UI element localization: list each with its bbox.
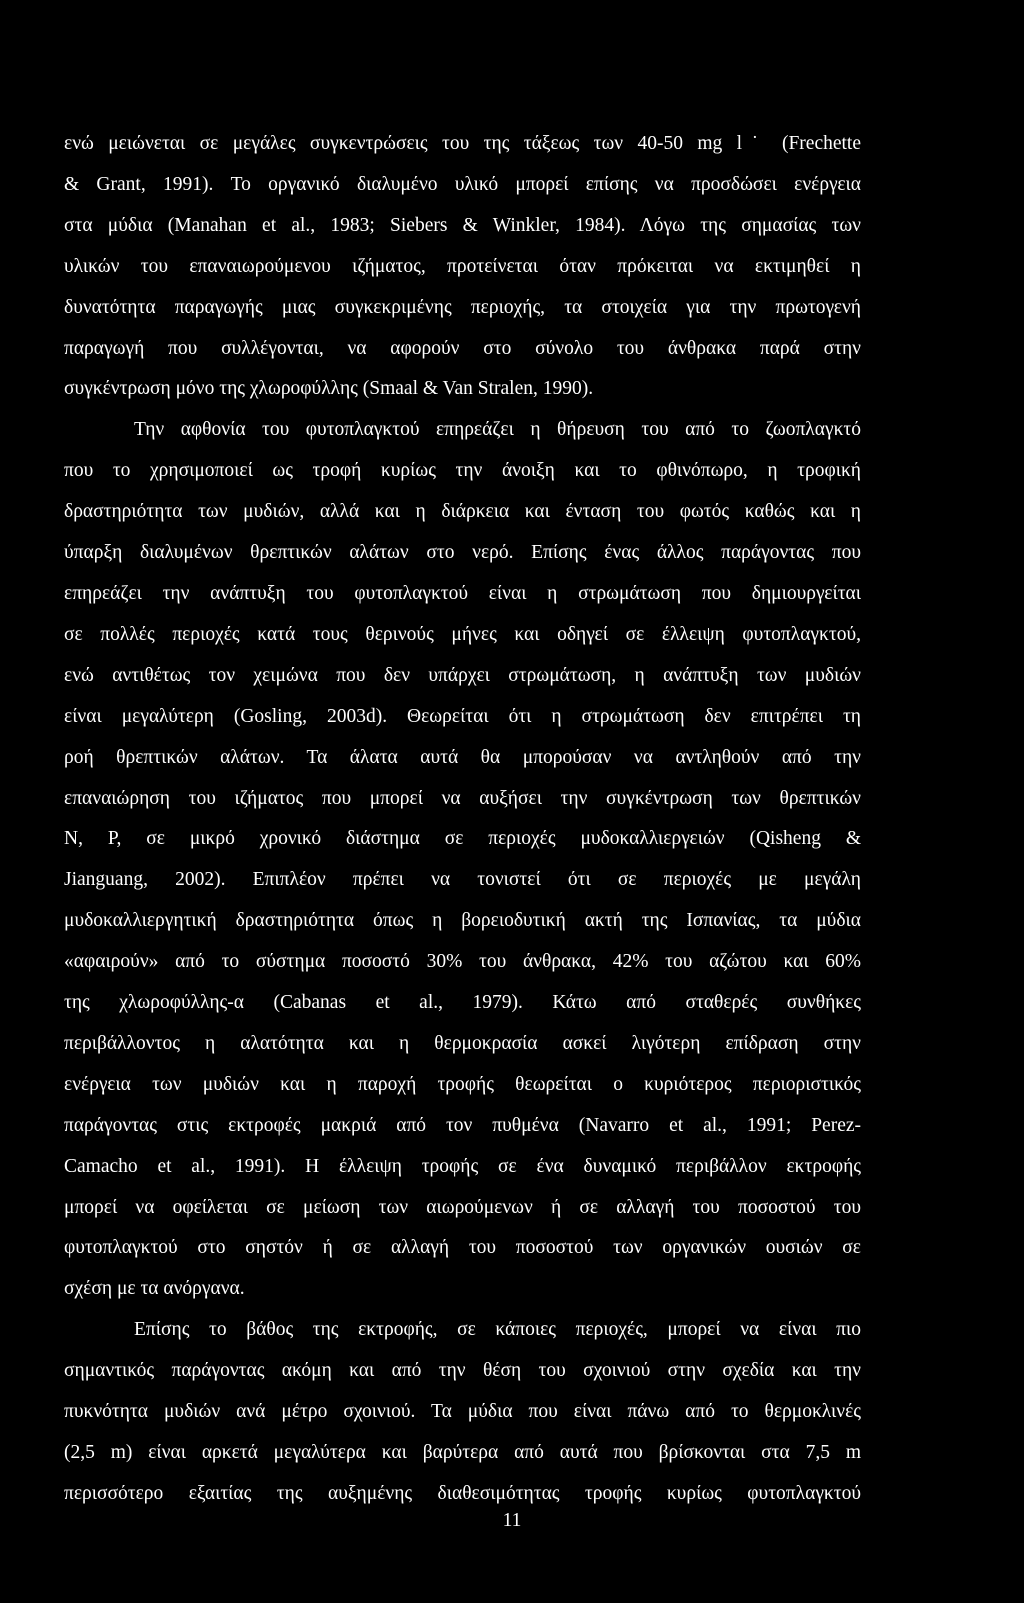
- text-line: ενώ μειώνεται σε μεγάλες συγκεντρώσεις του της τάξεως των 40-50 mg l˙ (Frechette: [64, 133, 861, 154]
- text-line: φυτοπλαγκτού στο σηστόν ή σε αλλαγή του ποσοστού των οργανικών ουσιών σε: [64, 1237, 861, 1259]
- text-line: υλικών του επαναιωρούμενου ιζήματος, προτείνεται όταν πρόκειται να εκτιμηθεί η: [64, 255, 861, 277]
- text-line: παραγωγή που συλλέγονται, να αφορούν στο σύνολο του άνθρακα παρά στην: [64, 337, 861, 359]
- text-line: παράγοντας στις εκτροφές μακριά από τον πυθμένα (Navarro et al., 1991; Perez-: [64, 1114, 861, 1136]
- text-line: & Grant, 1991). Το οργανικό διαλυμένο υλικό μπορεί επίσης να προσδώσει ενέργεια: [64, 173, 861, 195]
- text-line: περιβάλλοντος η αλατότητα και η θερμοκρασία ασκεί λιγότερη επίδραση στην: [64, 1032, 861, 1054]
- text-line: περισσότερο εξαιτίας της αυξημένης διαθεσιμότητας τροφής κυρίως φυτοπλαγκτού: [64, 1482, 861, 1504]
- text-line: ροή θρεπτικών αλάτων. Τα άλατα αυτά θα μπορούσαν να αντληθούν από την: [64, 746, 861, 768]
- text-line: επαναιώρηση του ιζήματος που μπορεί να αυξήσει την συγκέντρωση των θρεπτικών: [64, 787, 861, 809]
- text-line: σε πολλές περιοχές κατά τους θερινούς μήνες και οδηγεί σε έλλειψη φυτοπλαγκτού,: [64, 623, 861, 645]
- text-line: που το χρησιμοποιεί ως τροφή κυρίως την άνοιξη και το φθινόπωρο, η τροφική: [64, 460, 861, 482]
- text-line: δραστηριότητα των μυδιών, αλλά και η διάρκεια και ένταση του φωτός καθώς και η: [64, 501, 861, 523]
- text-line: επηρεάζει την ανάπτυξη του φυτοπλαγκτού είναι η στρωμάτωση που δημιουργείται: [64, 582, 861, 604]
- text-line: δυνατότητα παραγωγής μιας συγκεκριμένης περιοχής, τα στοιχεία για την πρωτογενή: [64, 296, 861, 318]
- text-line: N, P, σε μικρό χρονικό διάστημα σε περιοχές μυδοκαλλιεργειών (Qisheng &: [64, 828, 861, 850]
- text-line: Επίσης το βάθος της εκτροφής, σε κάποιες περιοχές, μπορεί να είναι πιο: [134, 1319, 861, 1341]
- text-line: Camacho et al., 1991). Η έλλειψη τροφής σε ένα δυναμικό περιβάλλον εκτροφής: [64, 1155, 861, 1177]
- text-line: ύπαρξη διαλυμένων θρεπτικών αλάτων στο νερό. Επίσης ένας άλλος παράγοντας που: [64, 542, 861, 564]
- text-line: στα μύδια (Manahan et al., 1983; Siebers & Winkler, 1984). Λόγω της σημασίας των: [64, 214, 861, 236]
- text-line: ενέργεια των μυδιών και η παροχή τροφής θεωρείται ο κυριότερος περιοριστικός: [64, 1073, 861, 1095]
- text-line: μπορεί να οφείλεται σε μείωση των αιωρούμενων ή σε αλλαγή του ποσοστού του: [64, 1196, 861, 1218]
- text-line: μυδοκαλλιεργητική δραστηριότητα όπως η βορειοδυτική ακτή της Ισπανίας, τα μύδια: [64, 910, 861, 932]
- text-line: της χλωροφύλλης-α (Cabanas et al., 1979). Κάτω από σταθερές συνθήκες: [64, 992, 861, 1014]
- text-line: είναι μεγαλύτερη (Gosling, 2003d). Θεωρείται ότι η στρωμάτωση δεν επιτρέπει τη: [64, 705, 861, 727]
- text-line: ενώ αντιθέτως τον χειμώνα που δεν υπάρχει στρωμάτωση, η ανάπτυξη των μυδιών: [64, 664, 861, 686]
- document-body: [64, 124, 861, 1515]
- paragraph-1: [64, 124, 861, 410]
- page-number: 11: [502, 1510, 522, 1531]
- text-line: Την αφθονία του φυτοπλαγκτού επηρεάζει η θήρευση του από το ζωοπλαγκτό: [134, 419, 861, 441]
- text-line: «αφαιρούν» από το σύστημα ποσοστό 30% του άνθρακα, 42% του αζώτου και 60%: [64, 951, 861, 973]
- text-line: συγκέντρωση μόνο της χλωροφύλλης (Smaal & Van Stralen, 1990).: [64, 378, 594, 400]
- text-line: σημαντικός παράγοντας ακόμη και από την θέση του σχοινιού στην σχεδία και την: [64, 1360, 861, 1382]
- text-line: σχέση με τα ανόργανα.: [64, 1278, 245, 1300]
- text-line: Jianguang, 2002). Επιπλέον πρέπει να τονιστεί ότι σε περιοχές με μεγάλη: [64, 869, 861, 891]
- text-line: πυκνότητα μυδιών ανά μέτρο σχοινιού. Τα μύδια που είναι πάνω από το θερμοκλινές: [64, 1401, 861, 1423]
- paragraph-2: [64, 410, 861, 1310]
- text-line: (2,5 m) είναι αρκετά μεγαλύτερα και βαρύτερα από αυτά που βρίσκονται στα 7,5 m: [64, 1442, 861, 1463]
- paragraph-3: [64, 1310, 861, 1515]
